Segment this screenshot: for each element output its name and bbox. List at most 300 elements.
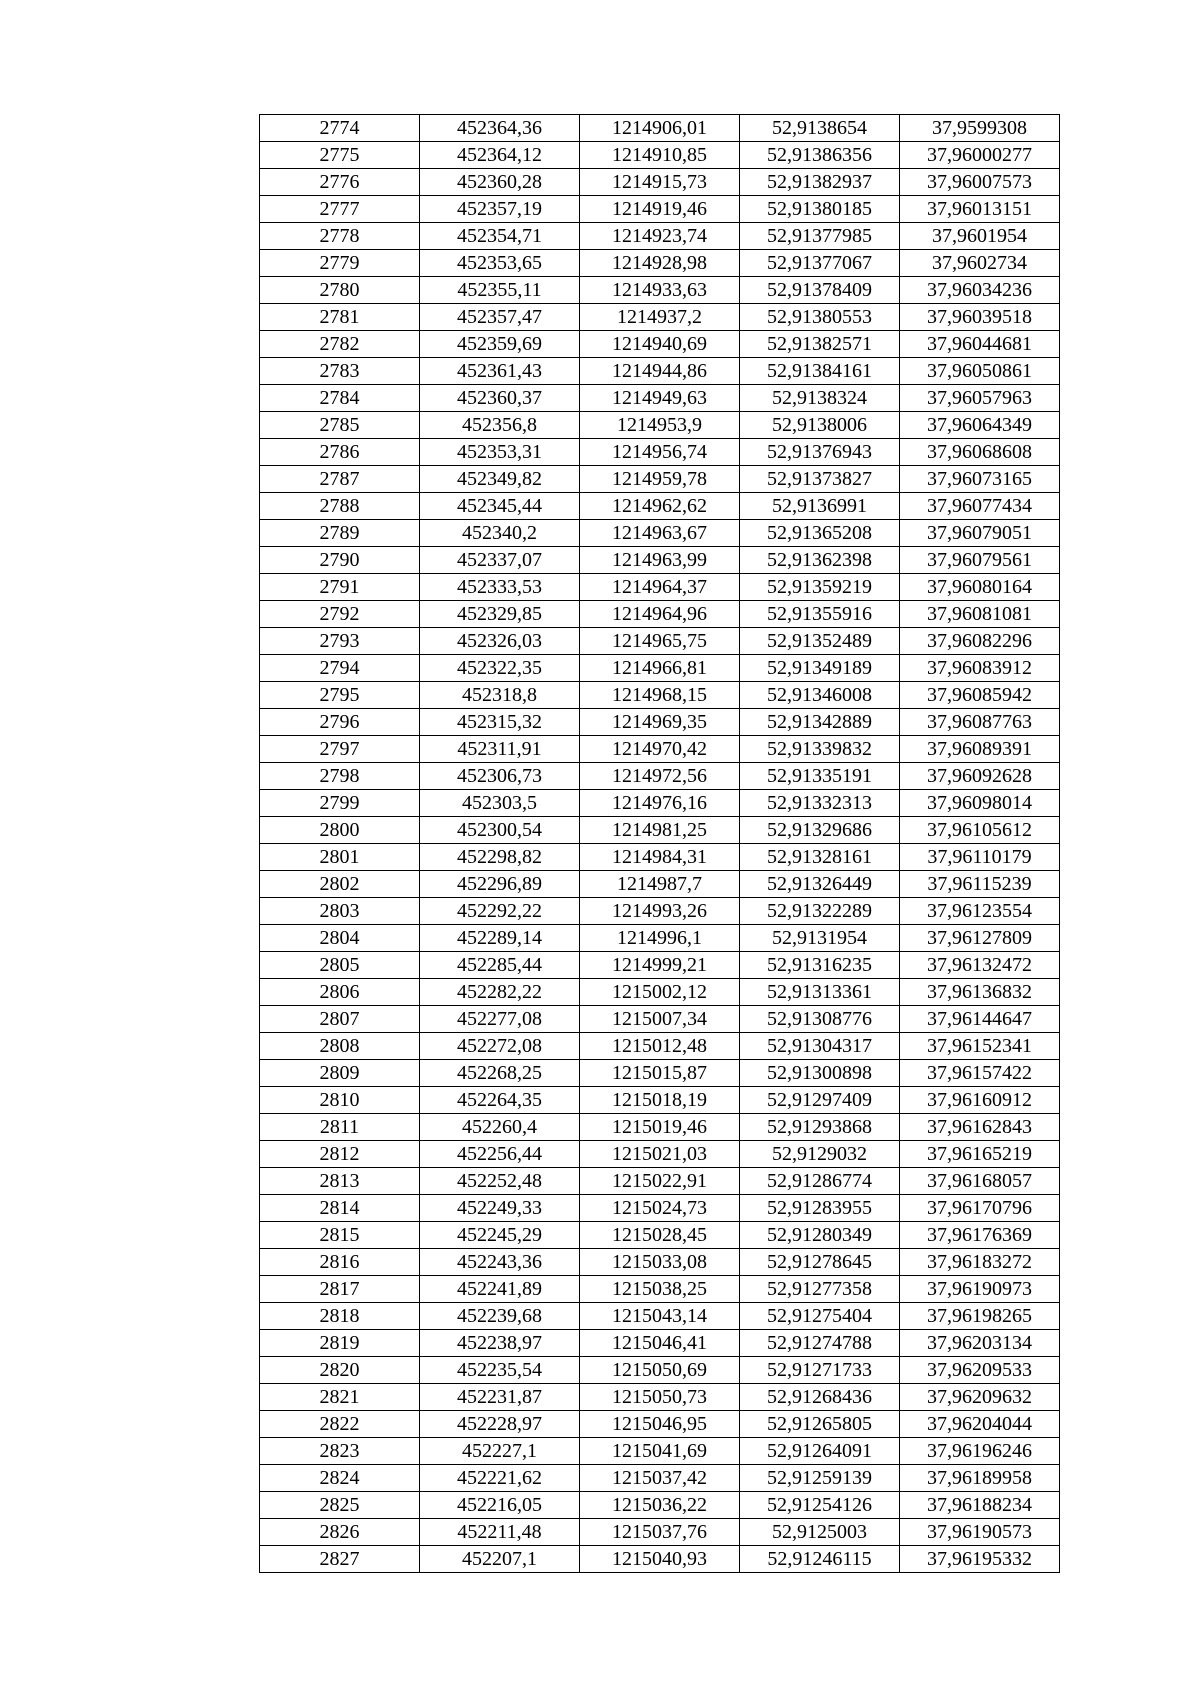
latitude-cell: 52,91355916 xyxy=(740,601,900,628)
table-row xyxy=(260,169,1060,196)
y-coordinate-cell: 1214923,74 xyxy=(580,223,740,250)
y-coordinate-cell: 1215024,73 xyxy=(580,1195,740,1222)
latitude-cell: 52,91246115 xyxy=(740,1546,900,1573)
y-coordinate-cell: 1214933,63 xyxy=(580,277,740,304)
x-coordinate-cell: 452357,47 xyxy=(420,304,580,331)
longitude-cell: 37,96087763 xyxy=(900,709,1060,736)
x-coordinate-cell: 452311,91 xyxy=(420,736,580,763)
longitude-cell: 37,96196246 xyxy=(900,1438,1060,1465)
table-row xyxy=(260,925,1060,952)
y-coordinate-cell: 1215037,42 xyxy=(580,1465,740,1492)
table-row xyxy=(260,547,1060,574)
longitude-cell: 37,96039518 xyxy=(900,304,1060,331)
latitude-cell: 52,91359219 xyxy=(740,574,900,601)
latitude-cell: 52,91380553 xyxy=(740,304,900,331)
latitude-cell: 52,91378409 xyxy=(740,277,900,304)
point-number-cell: 2783 xyxy=(260,358,420,385)
latitude-cell: 52,91365208 xyxy=(740,520,900,547)
y-coordinate-cell: 1214956,74 xyxy=(580,439,740,466)
y-coordinate-cell: 1215019,46 xyxy=(580,1114,740,1141)
y-coordinate-cell: 1214966,81 xyxy=(580,655,740,682)
point-number-cell: 2796 xyxy=(260,709,420,736)
point-number-cell: 2814 xyxy=(260,1195,420,1222)
y-coordinate-cell: 1214987,7 xyxy=(580,871,740,898)
latitude-cell: 52,91352489 xyxy=(740,628,900,655)
longitude-cell: 37,96115239 xyxy=(900,871,1060,898)
x-coordinate-cell: 452228,97 xyxy=(420,1411,580,1438)
longitude-cell: 37,96132472 xyxy=(900,952,1060,979)
y-coordinate-cell: 1214996,1 xyxy=(580,925,740,952)
coordinates-table-body xyxy=(260,115,1060,1573)
x-coordinate-cell: 452364,12 xyxy=(420,142,580,169)
point-number-cell: 2805 xyxy=(260,952,420,979)
table-row xyxy=(260,1546,1060,1573)
table-row xyxy=(260,979,1060,1006)
table-row xyxy=(260,250,1060,277)
longitude-cell: 37,96083912 xyxy=(900,655,1060,682)
x-coordinate-cell: 452337,07 xyxy=(420,547,580,574)
x-coordinate-cell: 452333,53 xyxy=(420,574,580,601)
point-number-cell: 2812 xyxy=(260,1141,420,1168)
longitude-cell: 37,96176369 xyxy=(900,1222,1060,1249)
x-coordinate-cell: 452238,97 xyxy=(420,1330,580,1357)
table-row xyxy=(260,736,1060,763)
latitude-cell: 52,91322289 xyxy=(740,898,900,925)
x-coordinate-cell: 452300,54 xyxy=(420,817,580,844)
y-coordinate-cell: 1215022,91 xyxy=(580,1168,740,1195)
table-row xyxy=(260,493,1060,520)
x-coordinate-cell: 452264,35 xyxy=(420,1087,580,1114)
x-coordinate-cell: 452216,05 xyxy=(420,1492,580,1519)
point-number-cell: 2792 xyxy=(260,601,420,628)
latitude-cell: 52,91373827 xyxy=(740,466,900,493)
longitude-cell: 37,96089391 xyxy=(900,736,1060,763)
x-coordinate-cell: 452277,08 xyxy=(420,1006,580,1033)
table-row xyxy=(260,223,1060,250)
table-row xyxy=(260,1384,1060,1411)
latitude-cell: 52,9131954 xyxy=(740,925,900,952)
latitude-cell: 52,9138324 xyxy=(740,385,900,412)
longitude-cell: 37,96068608 xyxy=(900,439,1060,466)
point-number-cell: 2778 xyxy=(260,223,420,250)
latitude-cell: 52,91268436 xyxy=(740,1384,900,1411)
latitude-cell: 52,91377985 xyxy=(740,223,900,250)
table-row xyxy=(260,1060,1060,1087)
latitude-cell: 52,91286774 xyxy=(740,1168,900,1195)
latitude-cell: 52,91346008 xyxy=(740,682,900,709)
point-number-cell: 2804 xyxy=(260,925,420,952)
table-row xyxy=(260,1519,1060,1546)
y-coordinate-cell: 1215007,34 xyxy=(580,1006,740,1033)
coordinates-table xyxy=(259,114,1060,1573)
x-coordinate-cell: 452285,44 xyxy=(420,952,580,979)
x-coordinate-cell: 452315,32 xyxy=(420,709,580,736)
y-coordinate-cell: 1214968,15 xyxy=(580,682,740,709)
table-row xyxy=(260,817,1060,844)
table-row xyxy=(260,628,1060,655)
longitude-cell: 37,96077434 xyxy=(900,493,1060,520)
x-coordinate-cell: 452296,89 xyxy=(420,871,580,898)
latitude-cell: 52,91275404 xyxy=(740,1303,900,1330)
latitude-cell: 52,91300898 xyxy=(740,1060,900,1087)
y-coordinate-cell: 1214993,26 xyxy=(580,898,740,925)
latitude-cell: 52,91386356 xyxy=(740,142,900,169)
latitude-cell: 52,91384161 xyxy=(740,358,900,385)
table-row xyxy=(260,1114,1060,1141)
table-row xyxy=(260,331,1060,358)
x-coordinate-cell: 452211,48 xyxy=(420,1519,580,1546)
y-coordinate-cell: 1214906,01 xyxy=(580,115,740,142)
y-coordinate-cell: 1214928,98 xyxy=(580,250,740,277)
latitude-cell: 52,91278645 xyxy=(740,1249,900,1276)
x-coordinate-cell: 452207,1 xyxy=(420,1546,580,1573)
x-coordinate-cell: 452221,62 xyxy=(420,1465,580,1492)
table-row xyxy=(260,385,1060,412)
point-number-cell: 2808 xyxy=(260,1033,420,1060)
longitude-cell: 37,96034236 xyxy=(900,277,1060,304)
x-coordinate-cell: 452252,48 xyxy=(420,1168,580,1195)
longitude-cell: 37,96007573 xyxy=(900,169,1060,196)
table-row xyxy=(260,439,1060,466)
y-coordinate-cell: 1214984,31 xyxy=(580,844,740,871)
x-coordinate-cell: 452245,29 xyxy=(420,1222,580,1249)
latitude-cell: 52,91316235 xyxy=(740,952,900,979)
x-coordinate-cell: 452306,73 xyxy=(420,763,580,790)
longitude-cell: 37,96050861 xyxy=(900,358,1060,385)
point-number-cell: 2790 xyxy=(260,547,420,574)
table-row xyxy=(260,1357,1060,1384)
point-number-cell: 2795 xyxy=(260,682,420,709)
latitude-cell: 52,91382571 xyxy=(740,331,900,358)
x-coordinate-cell: 452361,43 xyxy=(420,358,580,385)
y-coordinate-cell: 1215037,76 xyxy=(580,1519,740,1546)
latitude-cell: 52,9138654 xyxy=(740,115,900,142)
y-coordinate-cell: 1215041,69 xyxy=(580,1438,740,1465)
table-row xyxy=(260,898,1060,925)
longitude-cell: 37,96092628 xyxy=(900,763,1060,790)
y-coordinate-cell: 1214969,35 xyxy=(580,709,740,736)
point-number-cell: 2826 xyxy=(260,1519,420,1546)
x-coordinate-cell: 452249,33 xyxy=(420,1195,580,1222)
x-coordinate-cell: 452355,11 xyxy=(420,277,580,304)
latitude-cell: 52,91259139 xyxy=(740,1465,900,1492)
point-number-cell: 2789 xyxy=(260,520,420,547)
longitude-cell: 37,96082296 xyxy=(900,628,1060,655)
point-number-cell: 2787 xyxy=(260,466,420,493)
y-coordinate-cell: 1215015,87 xyxy=(580,1060,740,1087)
table-row xyxy=(260,952,1060,979)
longitude-cell: 37,96209632 xyxy=(900,1384,1060,1411)
point-number-cell: 2819 xyxy=(260,1330,420,1357)
longitude-cell: 37,96209533 xyxy=(900,1357,1060,1384)
table-row xyxy=(260,763,1060,790)
y-coordinate-cell: 1215021,03 xyxy=(580,1141,740,1168)
longitude-cell: 37,96190973 xyxy=(900,1276,1060,1303)
x-coordinate-cell: 452326,03 xyxy=(420,628,580,655)
point-number-cell: 2810 xyxy=(260,1087,420,1114)
x-coordinate-cell: 452345,44 xyxy=(420,493,580,520)
table-row xyxy=(260,844,1060,871)
y-coordinate-cell: 1214910,85 xyxy=(580,142,740,169)
longitude-cell: 37,96165219 xyxy=(900,1141,1060,1168)
table-row xyxy=(260,655,1060,682)
point-number-cell: 2777 xyxy=(260,196,420,223)
x-coordinate-cell: 452268,25 xyxy=(420,1060,580,1087)
latitude-cell: 52,9125003 xyxy=(740,1519,900,1546)
point-number-cell: 2809 xyxy=(260,1060,420,1087)
table-row xyxy=(260,466,1060,493)
latitude-cell: 52,91377067 xyxy=(740,250,900,277)
point-number-cell: 2806 xyxy=(260,979,420,1006)
longitude-cell: 37,96000277 xyxy=(900,142,1060,169)
longitude-cell: 37,96198265 xyxy=(900,1303,1060,1330)
table-row xyxy=(260,1438,1060,1465)
longitude-cell: 37,96044681 xyxy=(900,331,1060,358)
table-row xyxy=(260,790,1060,817)
table-row xyxy=(260,601,1060,628)
point-number-cell: 2803 xyxy=(260,898,420,925)
x-coordinate-cell: 452329,85 xyxy=(420,601,580,628)
longitude-cell: 37,96183272 xyxy=(900,1249,1060,1276)
table-row xyxy=(260,520,1060,547)
latitude-cell: 52,91380185 xyxy=(740,196,900,223)
y-coordinate-cell: 1214962,62 xyxy=(580,493,740,520)
point-number-cell: 2817 xyxy=(260,1276,420,1303)
x-coordinate-cell: 452360,28 xyxy=(420,169,580,196)
y-coordinate-cell: 1214919,46 xyxy=(580,196,740,223)
y-coordinate-cell: 1215012,48 xyxy=(580,1033,740,1060)
point-number-cell: 2776 xyxy=(260,169,420,196)
latitude-cell: 52,91283955 xyxy=(740,1195,900,1222)
latitude-cell: 52,91362398 xyxy=(740,547,900,574)
y-coordinate-cell: 1215028,45 xyxy=(580,1222,740,1249)
latitude-cell: 52,91349189 xyxy=(740,655,900,682)
point-number-cell: 2779 xyxy=(260,250,420,277)
point-number-cell: 2784 xyxy=(260,385,420,412)
longitude-cell: 37,96064349 xyxy=(900,412,1060,439)
latitude-cell: 52,91297409 xyxy=(740,1087,900,1114)
latitude-cell: 52,91254126 xyxy=(740,1492,900,1519)
table-row xyxy=(260,1465,1060,1492)
point-number-cell: 2802 xyxy=(260,871,420,898)
table-row xyxy=(260,358,1060,385)
latitude-cell: 52,91313361 xyxy=(740,979,900,1006)
y-coordinate-cell: 1215038,25 xyxy=(580,1276,740,1303)
table-row xyxy=(260,1303,1060,1330)
x-coordinate-cell: 452359,69 xyxy=(420,331,580,358)
x-coordinate-cell: 452298,82 xyxy=(420,844,580,871)
longitude-cell: 37,96188234 xyxy=(900,1492,1060,1519)
point-number-cell: 2798 xyxy=(260,763,420,790)
longitude-cell: 37,96157422 xyxy=(900,1060,1060,1087)
x-coordinate-cell: 452357,19 xyxy=(420,196,580,223)
x-coordinate-cell: 452354,71 xyxy=(420,223,580,250)
longitude-cell: 37,96081081 xyxy=(900,601,1060,628)
point-number-cell: 2794 xyxy=(260,655,420,682)
x-coordinate-cell: 452282,22 xyxy=(420,979,580,1006)
longitude-cell: 37,9599308 xyxy=(900,115,1060,142)
y-coordinate-cell: 1214964,96 xyxy=(580,601,740,628)
longitude-cell: 37,96123554 xyxy=(900,898,1060,925)
latitude-cell: 52,9136991 xyxy=(740,493,900,520)
table-row xyxy=(260,1492,1060,1519)
latitude-cell: 52,91332313 xyxy=(740,790,900,817)
y-coordinate-cell: 1215036,22 xyxy=(580,1492,740,1519)
table-row xyxy=(260,1411,1060,1438)
point-number-cell: 2807 xyxy=(260,1006,420,1033)
latitude-cell: 52,91264091 xyxy=(740,1438,900,1465)
latitude-cell: 52,91280349 xyxy=(740,1222,900,1249)
longitude-cell: 37,96170796 xyxy=(900,1195,1060,1222)
y-coordinate-cell: 1215046,41 xyxy=(580,1330,740,1357)
table-row xyxy=(260,1141,1060,1168)
longitude-cell: 37,96136832 xyxy=(900,979,1060,1006)
point-number-cell: 2797 xyxy=(260,736,420,763)
y-coordinate-cell: 1214949,63 xyxy=(580,385,740,412)
x-coordinate-cell: 452239,68 xyxy=(420,1303,580,1330)
table-row xyxy=(260,682,1060,709)
point-number-cell: 2791 xyxy=(260,574,420,601)
latitude-cell: 52,91308776 xyxy=(740,1006,900,1033)
point-number-cell: 2813 xyxy=(260,1168,420,1195)
table-row xyxy=(260,1330,1060,1357)
x-coordinate-cell: 452231,87 xyxy=(420,1384,580,1411)
x-coordinate-cell: 452292,22 xyxy=(420,898,580,925)
point-number-cell: 2823 xyxy=(260,1438,420,1465)
point-number-cell: 2775 xyxy=(260,142,420,169)
y-coordinate-cell: 1214953,9 xyxy=(580,412,740,439)
latitude-cell: 52,9138006 xyxy=(740,412,900,439)
longitude-cell: 37,96110179 xyxy=(900,844,1060,871)
point-number-cell: 2824 xyxy=(260,1465,420,1492)
x-coordinate-cell: 452364,36 xyxy=(420,115,580,142)
point-number-cell: 2815 xyxy=(260,1222,420,1249)
latitude-cell: 52,91335191 xyxy=(740,763,900,790)
x-coordinate-cell: 452289,14 xyxy=(420,925,580,952)
latitude-cell: 52,91329686 xyxy=(740,817,900,844)
longitude-cell: 37,96079051 xyxy=(900,520,1060,547)
latitude-cell: 52,9129032 xyxy=(740,1141,900,1168)
longitude-cell: 37,96127809 xyxy=(900,925,1060,952)
table-row xyxy=(260,1195,1060,1222)
latitude-cell: 52,91293868 xyxy=(740,1114,900,1141)
latitude-cell: 52,91376943 xyxy=(740,439,900,466)
longitude-cell: 37,96085942 xyxy=(900,682,1060,709)
longitude-cell: 37,96098014 xyxy=(900,790,1060,817)
longitude-cell: 37,9601954 xyxy=(900,223,1060,250)
point-number-cell: 2820 xyxy=(260,1357,420,1384)
y-coordinate-cell: 1215046,95 xyxy=(580,1411,740,1438)
longitude-cell: 37,96195332 xyxy=(900,1546,1060,1573)
longitude-cell: 37,96189958 xyxy=(900,1465,1060,1492)
y-coordinate-cell: 1215033,08 xyxy=(580,1249,740,1276)
point-number-cell: 2821 xyxy=(260,1384,420,1411)
y-coordinate-cell: 1214965,75 xyxy=(580,628,740,655)
y-coordinate-cell: 1214964,37 xyxy=(580,574,740,601)
longitude-cell: 37,96203134 xyxy=(900,1330,1060,1357)
x-coordinate-cell: 452360,37 xyxy=(420,385,580,412)
longitude-cell: 37,96160912 xyxy=(900,1087,1060,1114)
latitude-cell: 52,91274788 xyxy=(740,1330,900,1357)
latitude-cell: 52,91277358 xyxy=(740,1276,900,1303)
x-coordinate-cell: 452243,36 xyxy=(420,1249,580,1276)
x-coordinate-cell: 452353,31 xyxy=(420,439,580,466)
latitude-cell: 52,91326449 xyxy=(740,871,900,898)
table-row xyxy=(260,1222,1060,1249)
longitude-cell: 37,96168057 xyxy=(900,1168,1060,1195)
x-coordinate-cell: 452353,65 xyxy=(420,250,580,277)
x-coordinate-cell: 452340,2 xyxy=(420,520,580,547)
table-row xyxy=(260,115,1060,142)
x-coordinate-cell: 452349,82 xyxy=(420,466,580,493)
x-coordinate-cell: 452356,8 xyxy=(420,412,580,439)
point-number-cell: 2827 xyxy=(260,1546,420,1573)
longitude-cell: 37,96013151 xyxy=(900,196,1060,223)
y-coordinate-cell: 1215043,14 xyxy=(580,1303,740,1330)
latitude-cell: 52,91328161 xyxy=(740,844,900,871)
table-row xyxy=(260,142,1060,169)
table-row xyxy=(260,412,1060,439)
table-row xyxy=(260,574,1060,601)
longitude-cell: 37,96079561 xyxy=(900,547,1060,574)
latitude-cell: 52,91265805 xyxy=(740,1411,900,1438)
point-number-cell: 2786 xyxy=(260,439,420,466)
x-coordinate-cell: 452241,89 xyxy=(420,1276,580,1303)
latitude-cell: 52,91304317 xyxy=(740,1033,900,1060)
y-coordinate-cell: 1214976,16 xyxy=(580,790,740,817)
table-row xyxy=(260,1006,1060,1033)
y-coordinate-cell: 1215050,69 xyxy=(580,1357,740,1384)
x-coordinate-cell: 452227,1 xyxy=(420,1438,580,1465)
x-coordinate-cell: 452272,08 xyxy=(420,1033,580,1060)
x-coordinate-cell: 452318,8 xyxy=(420,682,580,709)
table-row xyxy=(260,1087,1060,1114)
table-row xyxy=(260,871,1060,898)
x-coordinate-cell: 452322,35 xyxy=(420,655,580,682)
longitude-cell: 37,96073165 xyxy=(900,466,1060,493)
table-row xyxy=(260,1276,1060,1303)
point-number-cell: 2816 xyxy=(260,1249,420,1276)
x-coordinate-cell: 452260,4 xyxy=(420,1114,580,1141)
table-row xyxy=(260,1168,1060,1195)
y-coordinate-cell: 1214959,78 xyxy=(580,466,740,493)
point-number-cell: 2801 xyxy=(260,844,420,871)
x-coordinate-cell: 452303,5 xyxy=(420,790,580,817)
longitude-cell: 37,96152341 xyxy=(900,1033,1060,1060)
point-number-cell: 2782 xyxy=(260,331,420,358)
y-coordinate-cell: 1214981,25 xyxy=(580,817,740,844)
latitude-cell: 52,91342889 xyxy=(740,709,900,736)
point-number-cell: 2822 xyxy=(260,1411,420,1438)
y-coordinate-cell: 1215002,12 xyxy=(580,979,740,1006)
y-coordinate-cell: 1215018,19 xyxy=(580,1087,740,1114)
point-number-cell: 2811 xyxy=(260,1114,420,1141)
point-number-cell: 2793 xyxy=(260,628,420,655)
longitude-cell: 37,96080164 xyxy=(900,574,1060,601)
point-number-cell: 2800 xyxy=(260,817,420,844)
longitude-cell: 37,96105612 xyxy=(900,817,1060,844)
y-coordinate-cell: 1214970,42 xyxy=(580,736,740,763)
point-number-cell: 2781 xyxy=(260,304,420,331)
longitude-cell: 37,96204044 xyxy=(900,1411,1060,1438)
latitude-cell: 52,91271733 xyxy=(740,1357,900,1384)
y-coordinate-cell: 1214937,2 xyxy=(580,304,740,331)
y-coordinate-cell: 1215040,93 xyxy=(580,1546,740,1573)
table-row xyxy=(260,304,1060,331)
longitude-cell: 37,96144647 xyxy=(900,1006,1060,1033)
latitude-cell: 52,91339832 xyxy=(740,736,900,763)
y-coordinate-cell: 1214915,73 xyxy=(580,169,740,196)
